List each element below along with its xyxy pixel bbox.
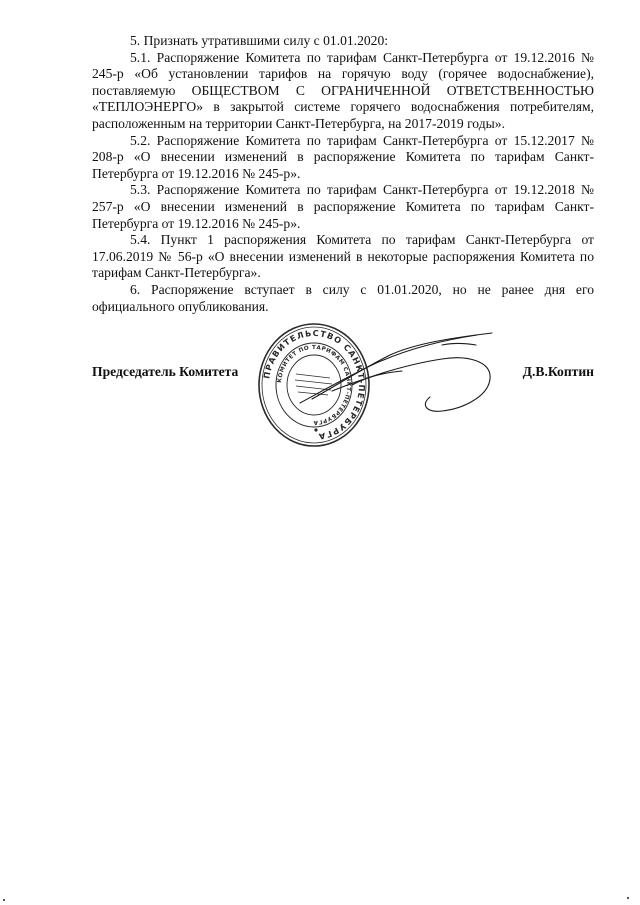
seal-inner-text: КОМИТЕТ ПО ТАРИФАМ САНКТ-ПЕТЕРБУРГА bbox=[277, 344, 352, 426]
paragraph-5-3: 5.3. Распоряжение Комитета по тарифам Санкт-Петербурга от 19.12.2018 № 257-р «О внесении изменений в распоряжение Комитета по тарифам Санкт-Петербурга от 19.12.2016 № 245-р». bbox=[92, 182, 594, 231]
scan-speck bbox=[3, 899, 5, 901]
paragraph-5-2: 5.2. Распоряжение Комитета по тарифам Санкт-Петербурга от 15.12.2017 № 208-р «О внесении изменений в распоряжение Комитета по тарифам Санкт-Петербурга от 19.12.2016 № 245-р». bbox=[92, 132, 594, 181]
paragraph-6: 6. Распоряжение вступает в силу с 01.01.2020, но не ранее дня его официального опубликования. bbox=[92, 281, 594, 314]
paragraph-5-1: 5.1. Распоряжение Комитета по тарифам Санкт-Петербурга от 19.12.2016 № 245-р «Об установлении тарифов на горячую воду (горячее водоснабжение), поставляемую ОБЩЕСТВОМ С ОГРАНИЧЕННОЙ ОТВЕТСТВЕННОСТЬЮ «ТЕПЛОЭНЕРГО» в закрытой системе горячего водоснабжения потребителям, расположенным на территории Санкт-Петербурга, на 2017-2019 годы». bbox=[92, 49, 594, 131]
paragraph-5-4: 5.4. Пункт 1 распоряжения Комитета по тарифам Санкт-Петербурга от 17.06.2019 № 56-р «О внесении изменений в некоторые распоряжения Комитета по тарифам Санкт-Петербурга». bbox=[92, 232, 594, 281]
scan-speck bbox=[627, 897, 629, 899]
document-body bbox=[92, 33, 594, 315]
paragraph-5: 5. Признать утратившими силу с 01.01.2020: bbox=[130, 33, 389, 48]
signatory-name: Д.В.Коптин bbox=[522, 364, 594, 379]
handwritten-signature-icon bbox=[292, 325, 502, 415]
seal-outer-text: ПРАВИТЕЛЬСТВО САНКТ-ПЕТЕРБУРГА bbox=[261, 327, 368, 442]
signatory-title: Председатель Комитета bbox=[92, 364, 239, 379]
